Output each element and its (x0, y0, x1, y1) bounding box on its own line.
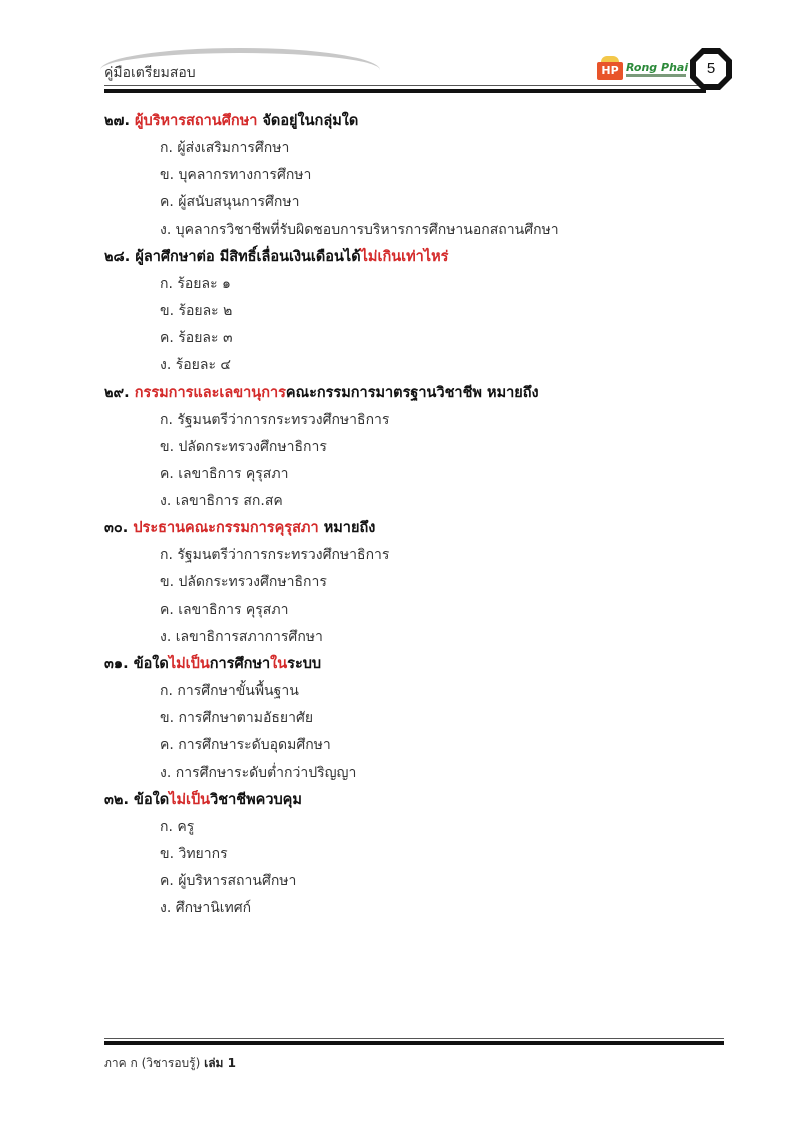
page-header (0, 0, 800, 100)
answer-choice: ข. วิทยากร (160, 845, 228, 862)
question-number: ๒๗. (104, 113, 130, 129)
page-number-badge (689, 47, 733, 91)
answer-choice: ง. ร้อยละ ๔ (160, 357, 232, 374)
question-highlight: ประธานคณะกรรมการคุรุสภา (133, 520, 319, 537)
answer-choice: ง. การศึกษาระดับต่ำกว่าปริญญา (160, 764, 357, 781)
question-highlight: ผู้บริหารสถานศึกษา (135, 113, 258, 129)
question-stem (104, 380, 724, 407)
question-number: ๒๙. (104, 384, 130, 401)
answer-choice: ค. ร้อยละ ๓ (160, 330, 233, 347)
question-item (104, 244, 724, 380)
answer-choice: ก. ผู้ส่งเสริมการศึกษา (160, 140, 290, 156)
question-text: คณะกรรมการมาตรฐานวิชาชีพ หมายถึง (285, 384, 539, 401)
header-rule (104, 85, 706, 86)
question-item (104, 515, 724, 651)
question-stem (104, 651, 724, 678)
question-item (104, 651, 724, 787)
answer-choice: ก. การศึกษาขั้นพื้นฐาน (160, 683, 299, 699)
answer-choice: ค. ผู้บริหารสถานศึกษา (160, 873, 297, 890)
question-item (104, 787, 724, 923)
question-text: ข้อใด (134, 791, 170, 808)
answer-choice: ข. บุคลากรทางการศึกษา (160, 167, 312, 184)
answer-choice: ก. รัฐมนตรีว่าการกระทรวงศึกษาธิการ (160, 411, 390, 428)
answer-choice: ค. การศึกษาระดับอุดมศึกษา (160, 737, 331, 754)
logo-mark: HP (597, 62, 623, 80)
logo-text: Rong Phai (626, 61, 689, 74)
question-stem (104, 515, 724, 542)
answer-choice: ค. ผู้สนับสนุนการศึกษา (160, 194, 300, 211)
question-number: ๒๘. (104, 248, 131, 265)
answer-choice: ข. ร้อยละ ๒ (160, 302, 233, 319)
answer-choice: ค. เลขาธิการ คุรุสภา (160, 465, 289, 482)
page-number: 5 (706, 60, 716, 77)
question-stem (104, 244, 724, 271)
question-text: จัดอยู่ในกลุ่มใด (257, 113, 359, 129)
question-text: การศึกษา (209, 656, 271, 672)
question-number: ๓๒. (104, 791, 129, 808)
question-number: ๓๑. (104, 656, 129, 672)
question-stem (104, 108, 724, 135)
question-list (104, 108, 724, 923)
footer-rule (104, 1038, 724, 1039)
question-number: ๓๐. (104, 520, 129, 537)
rong-phai-logo (597, 54, 692, 84)
question-text: วิชาชีพควบคุม (210, 791, 302, 808)
footer-label: ภาค ก (วิชารอบรู้) (104, 1056, 205, 1070)
question-item (104, 380, 724, 516)
footer-rule-thick (104, 1041, 724, 1045)
question-stem (104, 787, 724, 814)
question-highlight: ใน (270, 656, 288, 672)
answer-choice: ง. เลขาธิการ สก.สค (160, 493, 283, 510)
question-text: ระบบ (287, 656, 322, 672)
answer-choice: ง. ศึกษานิเทศก์ (160, 900, 252, 917)
answer-choice: ง. บุคลากรวิชาชีพที่รับผิดชอบการบริหารการศึกษานอกสถานศึกษา (160, 221, 559, 238)
header-rule-thick (104, 89, 706, 93)
question-text: หมายถึง (318, 520, 376, 537)
question-highlight: ไม่เป็น (169, 791, 211, 808)
answer-choice: ก. ร้อยละ ๑ (160, 275, 231, 292)
question-highlight: ไม่เป็น (168, 656, 210, 672)
footer-text (104, 1054, 236, 1073)
answer-choice: ก. รัฐมนตรีว่าการกระทรวงศึกษาธิการ (160, 547, 390, 564)
answer-choice: ก. ครู (160, 818, 195, 835)
answer-choice: ง. เลขาธิการสภาการศึกษา (160, 628, 323, 645)
question-text: ข้อใด (133, 656, 169, 672)
logo-subtitle (626, 74, 686, 77)
answer-choice: ข. ปลัดกระทรวงศึกษาธิการ (160, 574, 327, 591)
answer-choice: ข. การศึกษาตามอัธยาศัย (160, 710, 314, 727)
header-title: คู่มือเตรียมสอบ (104, 65, 196, 81)
question-highlight: ไม่เกินเท่าไหร่ (360, 248, 449, 265)
footer-volume: เล่ม 1 (204, 1056, 236, 1070)
question-highlight: กรรมการและเลขานุการ (134, 384, 286, 401)
question-item (104, 108, 724, 244)
question-text: ผู้ลาศึกษาต่อ มีสิทธิ์เลื่อนเงินเดือนได้ (135, 248, 361, 265)
answer-choice: ข. ปลัดกระทรวงศึกษาธิการ (160, 438, 327, 455)
answer-choice: ค. เลขาธิการ คุรุสภา (160, 601, 289, 618)
